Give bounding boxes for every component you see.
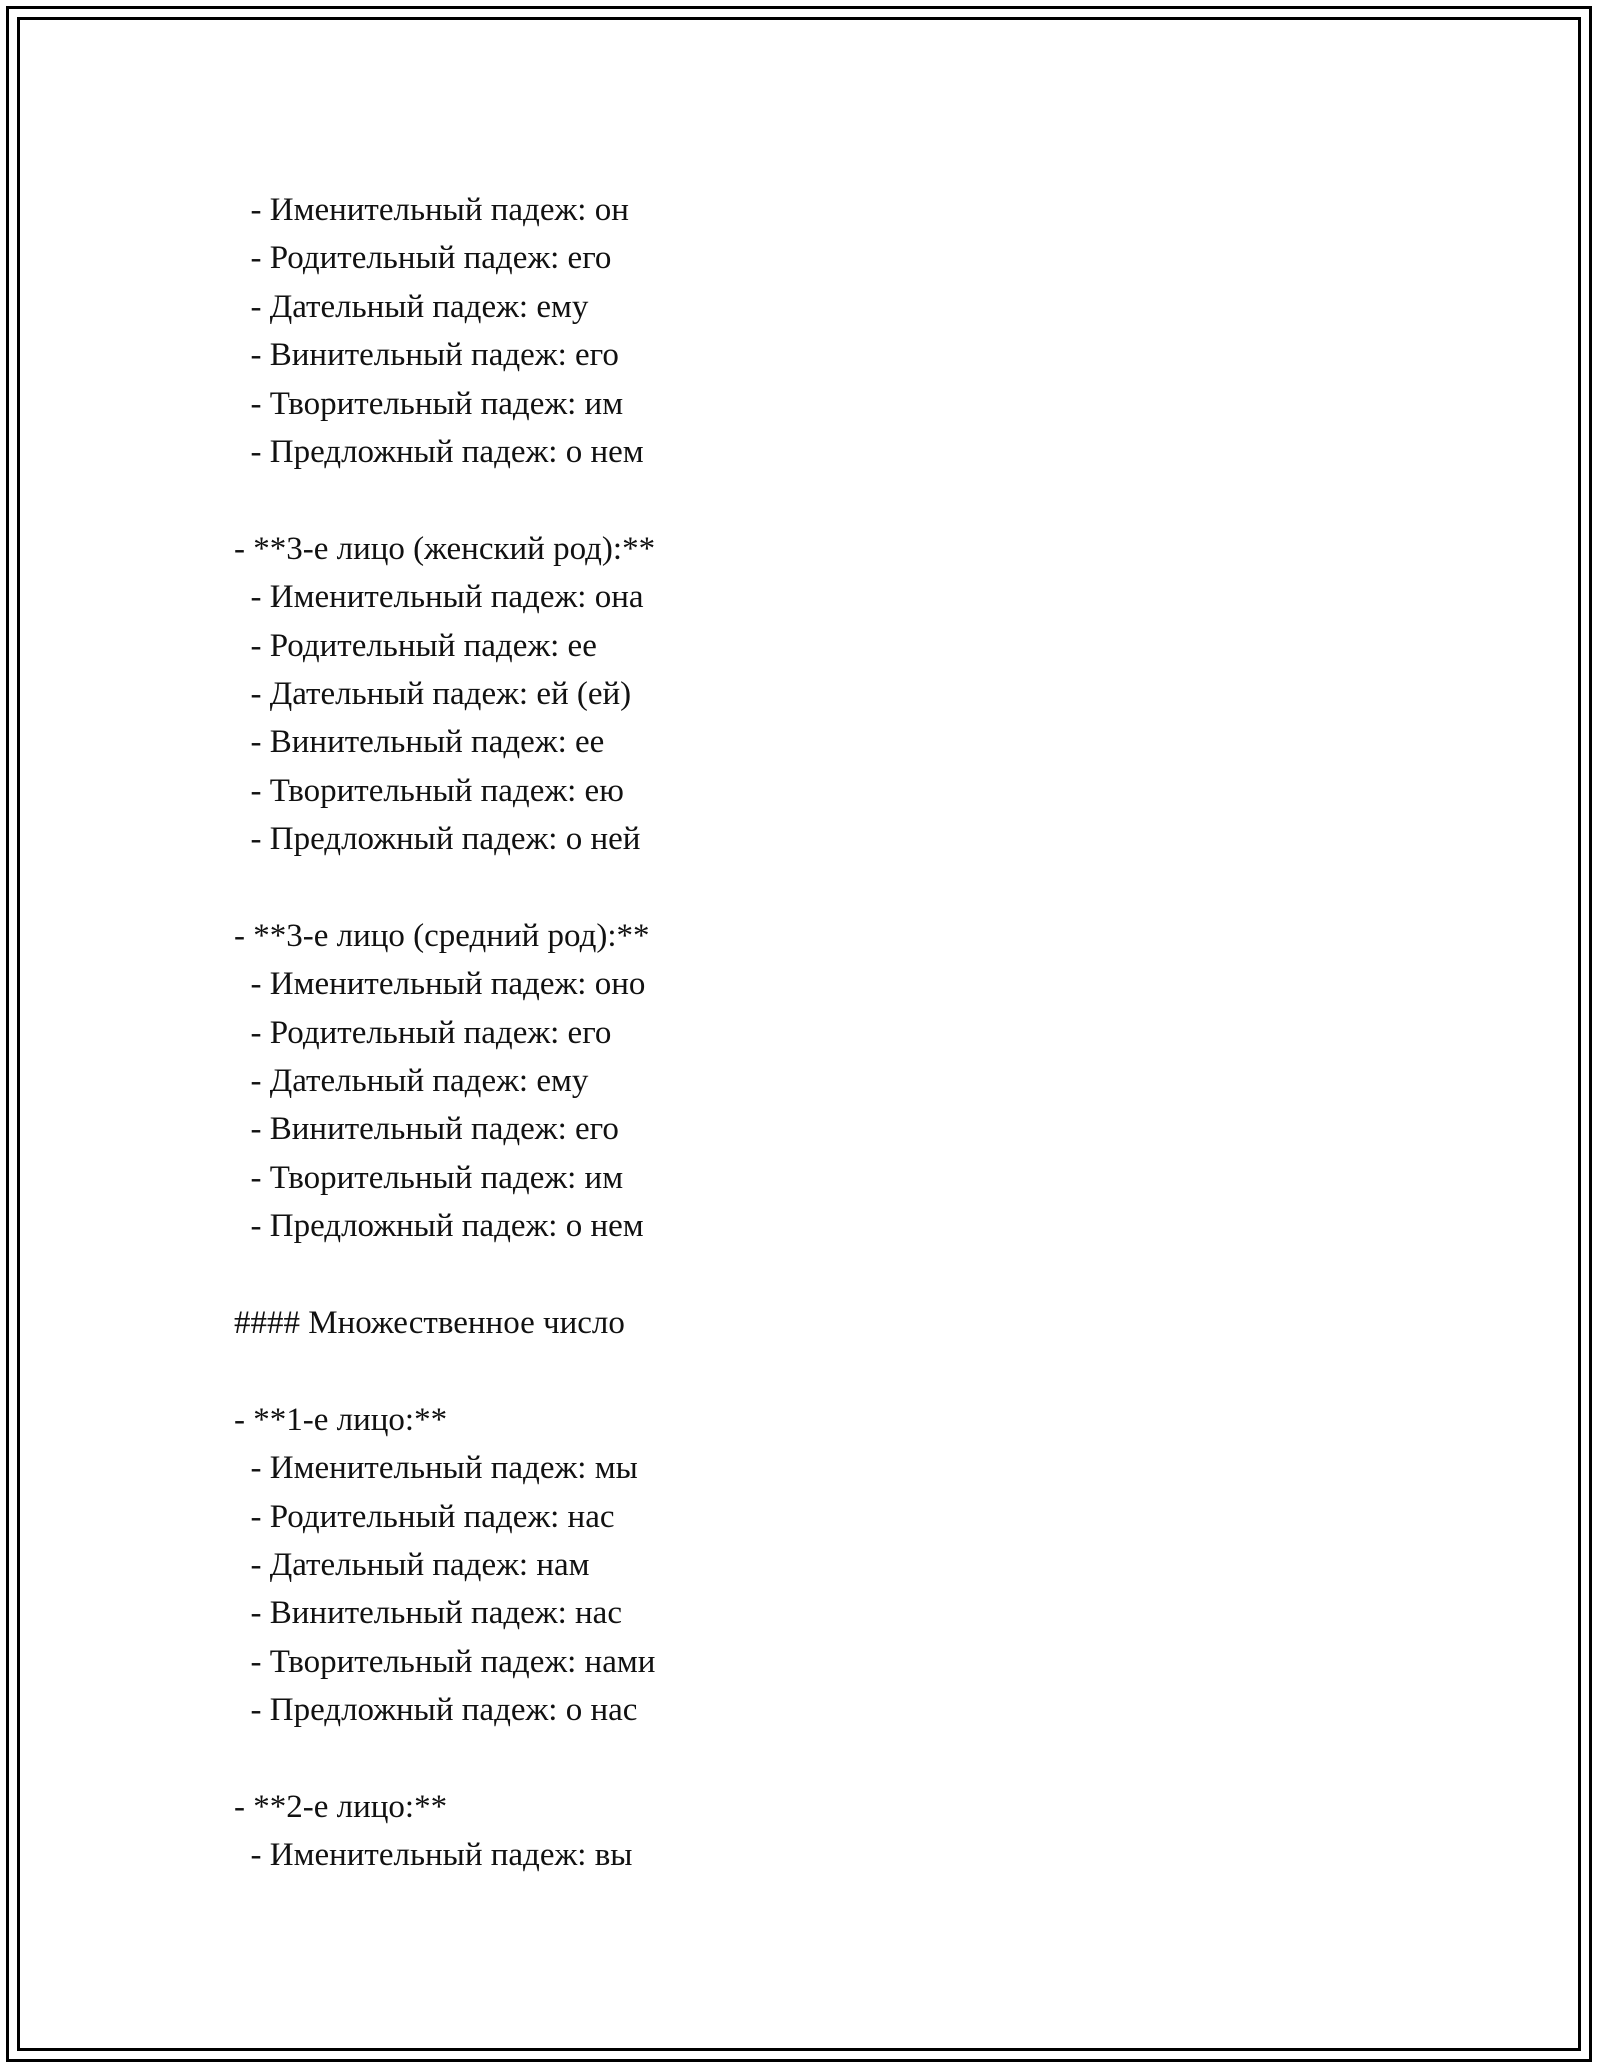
text-line: - **1-е лицо:**: [234, 1401, 448, 1438]
text-line: - **3-е лицо (женский род):**: [234, 530, 656, 567]
text-line: - Дательный падеж: нам: [234, 1546, 590, 1583]
text-line: - Творительный падеж: нами: [234, 1643, 656, 1680]
text-line: - Родительный падеж: его: [234, 240, 612, 277]
text-line: - Винительный падеж: нас: [234, 1595, 622, 1632]
text-line: - Дательный падеж: ему: [234, 288, 589, 325]
text-line: - Именительный падеж: он: [234, 192, 629, 228]
text-line: [234, 1735, 655, 1783]
text-line: - **3-е лицо (средний род):**: [234, 917, 650, 954]
text-line: - Предложный падеж: о нем: [234, 433, 644, 470]
text-line: [234, 1347, 655, 1395]
text-line: - Дательный падеж: ей (ей): [234, 675, 632, 712]
text-line: - Именительный падеж: она: [234, 579, 644, 616]
text-line: - Предложный падеж: о нас: [234, 1692, 638, 1729]
text-line: - Предложный падеж: о ней: [234, 821, 641, 858]
text-line: #### Множественное число: [234, 1304, 625, 1341]
text-line: - Родительный падеж: нас: [234, 1498, 615, 1535]
document-body: [234, 186, 655, 1880]
text-line: [234, 476, 655, 524]
text-line: - Родительный падеж: ее: [234, 627, 597, 664]
text-line: - Творительный падеж: им: [234, 385, 624, 422]
text-line: - Винительный падеж: его: [234, 337, 619, 374]
text-line: - **2-е лицо:**: [234, 1788, 448, 1825]
text-line: - Именительный падеж: мы: [234, 1450, 638, 1487]
text-line: - Именительный падеж: оно: [234, 966, 646, 1003]
text-line: [234, 863, 655, 911]
text-line: - Винительный падеж: его: [234, 1111, 619, 1148]
text-line: - Предложный падеж: о нем: [234, 1208, 644, 1245]
text-line: - Именительный падеж: вы: [234, 1837, 633, 1874]
text-line: - Родительный падеж: его: [234, 1014, 612, 1051]
text-line: - Творительный падеж: им: [234, 1159, 624, 1196]
text-line: [234, 1251, 655, 1299]
text-line: - Творительный падеж: ею: [234, 772, 624, 809]
text-line: - Винительный падеж: ее: [234, 724, 605, 761]
text-line: - Дательный падеж: ему: [234, 1063, 589, 1100]
